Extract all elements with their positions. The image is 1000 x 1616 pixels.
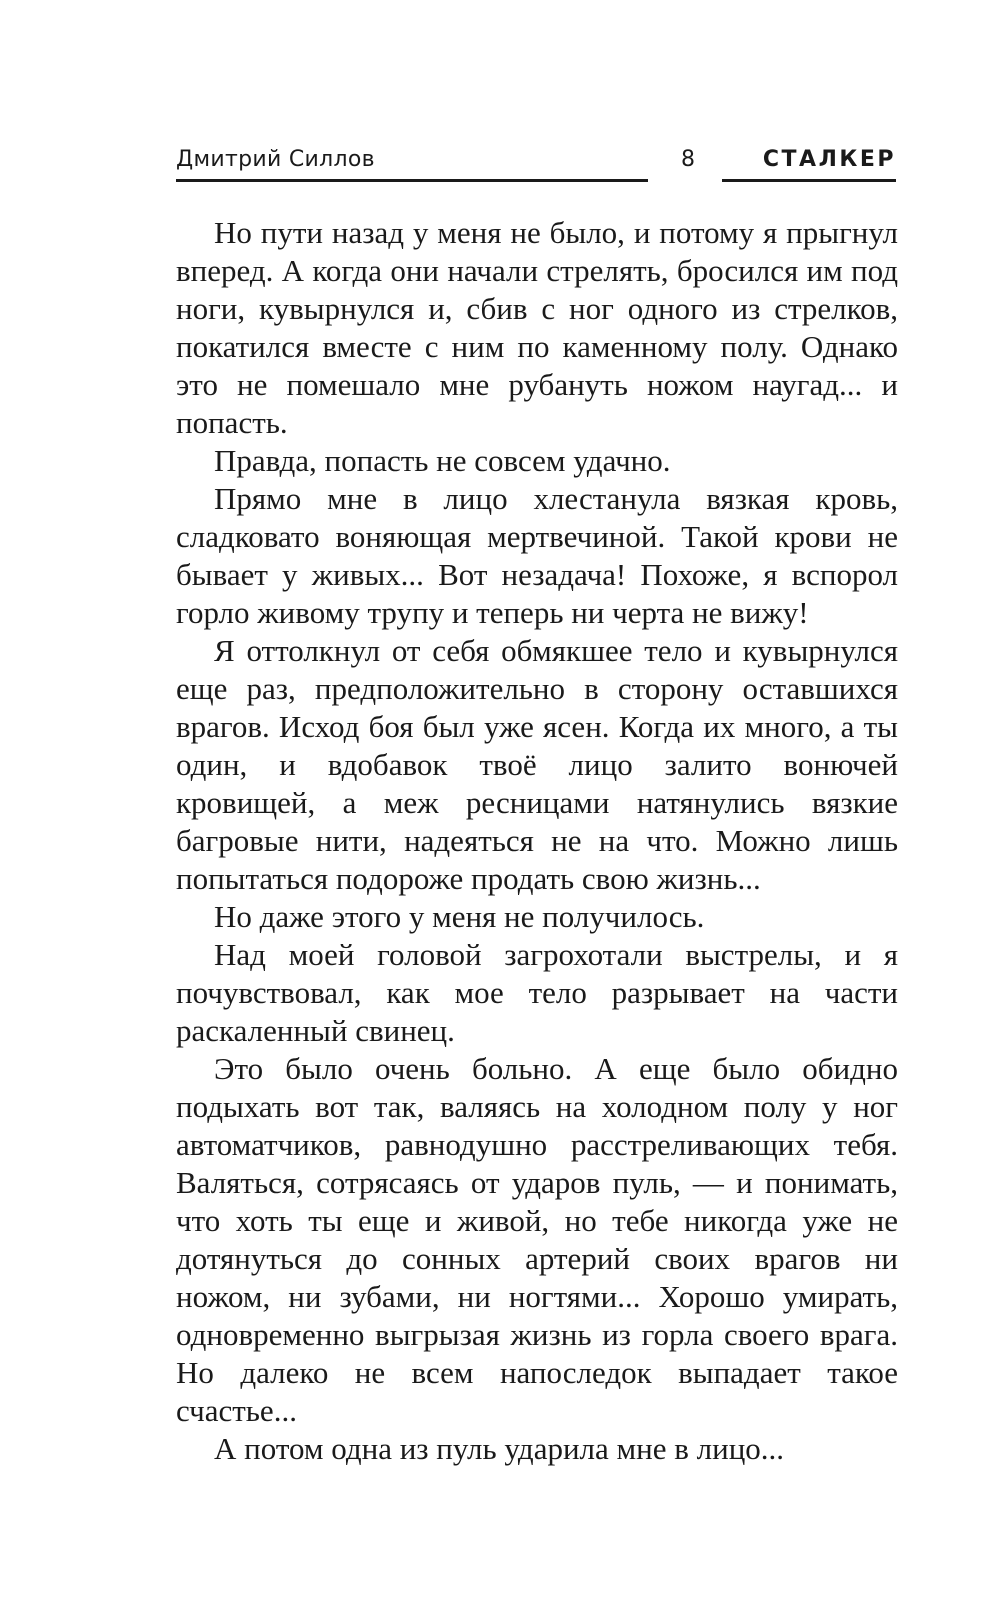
paragraph: Но даже этого у меня не получилось. — [214, 899, 705, 934]
page-body — [176, 214, 898, 1468]
paragraph: Правда, попасть не совсем удачно. — [214, 443, 671, 478]
paragraph: Но пути назад у меня не было, и потому я прыгнул вперед. А когда они начали стрелять, бросился им под ноги, кувырнулся и, сбив с ног одного из стрелков, покатился вместе с ним по каменному полу. Однако это не помешало мне рубануть ножом наугад... и попасть. — [176, 215, 898, 440]
page-number: 8 — [681, 147, 695, 172]
header-author-rule — [176, 179, 648, 182]
paragraph: Я оттолкнул от себя обмякшее тело и кувырнулся еще раз, предположительно в сторону оставшихся врагов. Исход боя был уже ясен. Когда их много, а ты один, и вдобавок твоё лицо залито вонючей кровищей, а меж ресницами натянулись вязкие багровые нити, надеяться не на что. Можно лишь попытаться подороже продать свою жизнь... — [176, 633, 898, 896]
header-series-title: СТАЛКЕР — [762, 147, 896, 172]
paragraph: Над моей головой загрохотали выстрелы, и я почувствовал, как мое тело разрывает на части раскаленный свинец. — [176, 937, 898, 1048]
paragraph: Это было очень больно. А еще было обидно подыхать вот так, валяясь на холодном полу у ног автоматчиков, равнодушно расстреливающих тебя. Валяться, сотрясаясь от ударов пуль, — и понимать, что хоть ты еще и живой, но тебе никогда уже не дотянуться до сонных артерий своих врагов ни ножом, ни зубами, ни ногтями... Хорошо умирать, одновременно выгрызая жизнь из горла своего врага. Но далеко не всем напоследок выпадает такое счастье... — [176, 1051, 898, 1428]
paragraph: А потом одна из пуль ударила мне в лицо... — [214, 1431, 785, 1466]
header-series-rule — [722, 179, 896, 182]
paragraph: Прямо мне в лицо хлестанула вязкая кровь, сладковато воняющая мертвечиной. Такой крови не бывает у живых... Вот незадача! Похоже, я вспорол горло живому трупу и теперь ни черта не вижу! — [176, 481, 898, 630]
header-author: Дмитрий Силлов — [176, 147, 375, 172]
running-header — [176, 146, 896, 186]
